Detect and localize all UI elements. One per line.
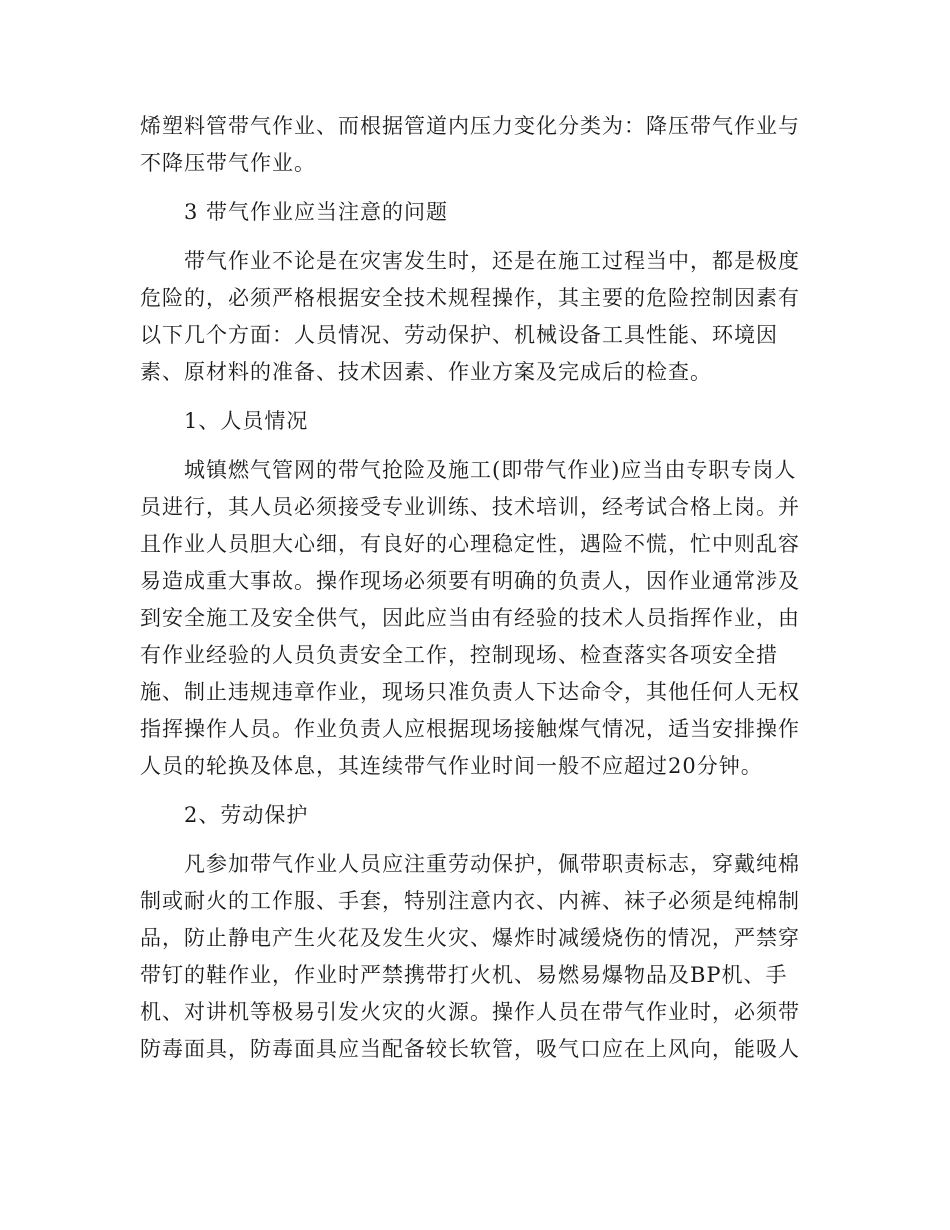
paragraph-continuation: 烯塑料管带气作业、而根据管道内压力变化分类为：降压带气作业与不降压带气作业。 [140, 114, 800, 175]
subheading-labor-protection: 2、劳动保护 [184, 803, 309, 827]
paragraph-intro: 带气作业不论是在灾害发生时，还是在施工过程当中，都是极度危险的，必须严格根据安全技术规程操作，其主要的危险控制因素有以下几个方面：人员情况、劳动保护、机械设备工具性能、环境因素、原材料的准备、技术因素、作业方案及完成后的检查。 [140, 249, 800, 384]
subheading-personnel: 1、人员情况 [184, 409, 309, 433]
section-heading-3: 3 带气作业应当注意的问题 [184, 200, 449, 224]
paragraph-labor-protection: 凡参加带气作业人员应注重劳动保护，佩带职责标志，穿戴纯棉制或耐火的工作服、手套，特别注意内衣、内裤、袜子必须是纯棉制品，防止静电产生火花及发生火灾、爆炸时减缓烧伤的情况，严禁穿带钉的鞋作业，作业时严禁携带打火机、易燃易爆物品及BP机、手机、对讲机等极易引发火灾的火源。操作人员在带气作业时，必须带防毒面具，防毒面具应当配备较长软管，吸气口应在上风向，能吸人 [140, 852, 800, 1061]
paragraph-personnel: 城镇燃气管网的带气抢险及施工(即带气作业)应当由专职专岗人员进行，其人员必须接受专业训练、技术培训，经考试合格上岗。并且作业人员胆大心细，有良好的心理稳定性，遇险不慌，忙中则乱容易造成重大事故。操作现场必须要有明确的负责人，因作业通常涉及到安全施工及安全供气，因此应当由有经验的技术人员指挥作业，由有作业经验的人员负责安全工作，控制现场、检查落实各项安全措施、制止违规违章作业，现场只准负责人下达命令，其他任何人无权指挥操作人员。作业负责人应根据现场接触煤气情况，适当安排操作人员的轮换及体息，其连续带气作业时间一般不应超过20分钟。 [140, 458, 800, 778]
document-body [140, 108, 800, 1068]
